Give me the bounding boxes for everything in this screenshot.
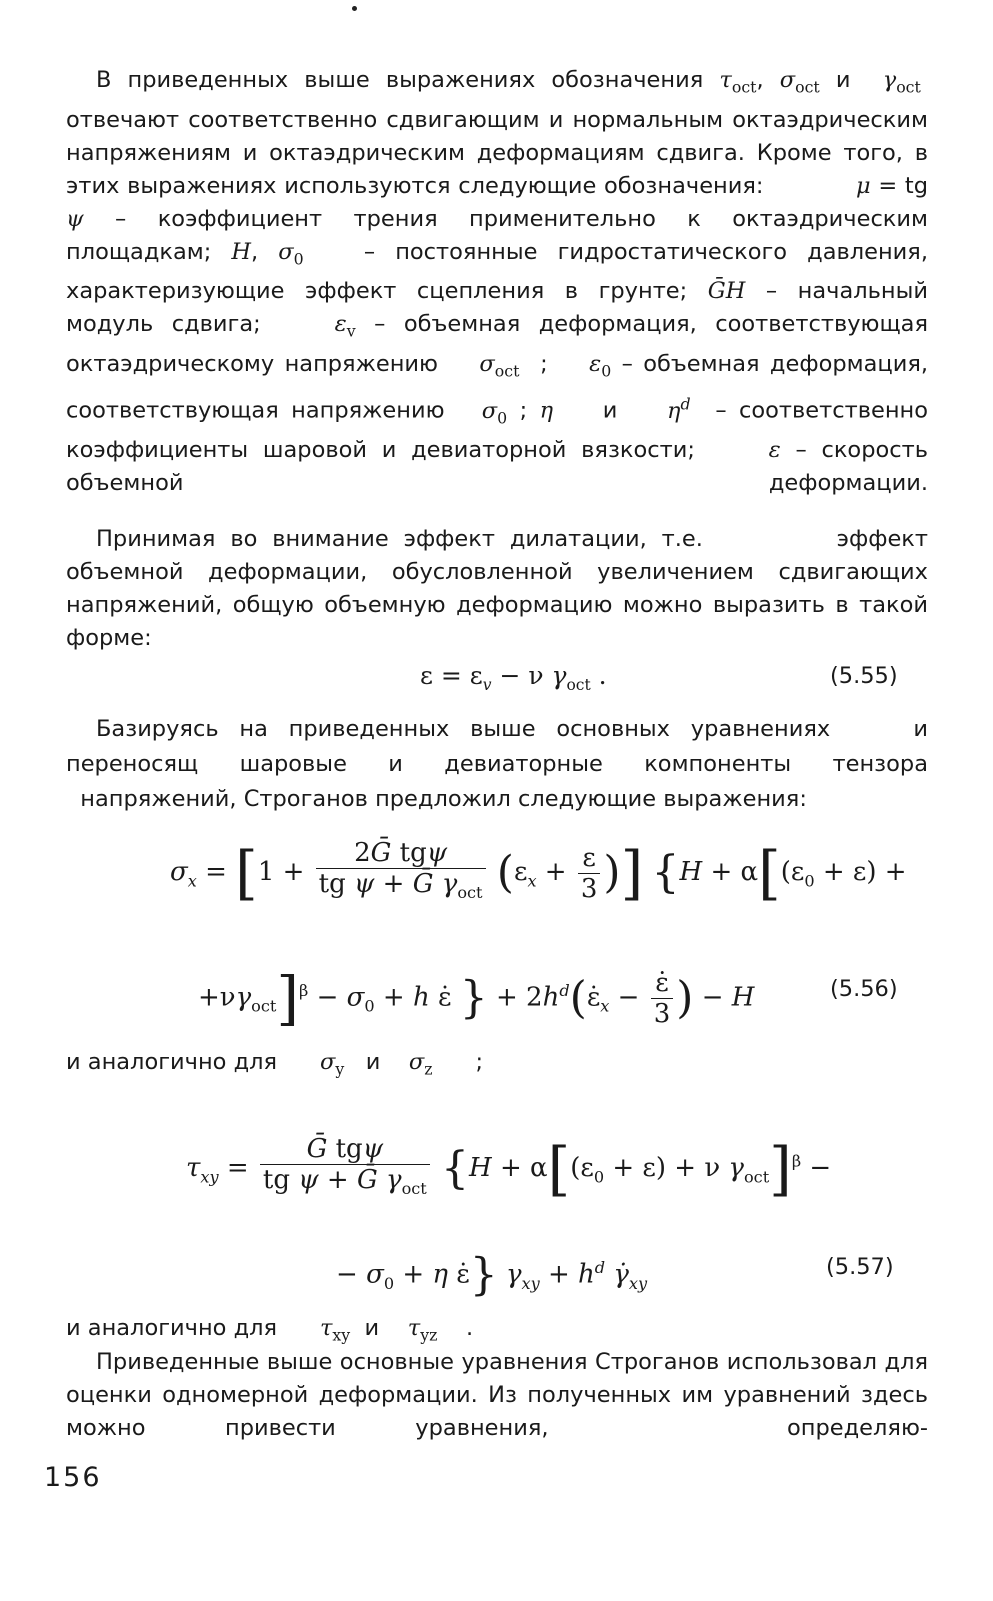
top-dot [352,6,357,11]
equation-5-55: $\varepsilon = \varepsilon_v - \nu$ $\gamma_{oct}$ . [420,661,607,694]
equation-number-5-57: (5.57) [826,1254,894,1280]
paragraph-6: Приведенные выше основные уравнения Строганов использовал для оценки одномерной деформации. Из полученных им уравнений здесь можно привести уравнения, определяю- [66,1349,928,1441]
fraction: $\frac{\text{Ḡ tgψ}}{tg \psi + Ḡ \gamma_{oct}}$ [260,1134,430,1204]
page-number: 156 [44,1462,102,1493]
paragraph-2: Принимая во внимание эффект дилатации, т.е. эффект объемной деформации, обусловленной увеличением сдвигающих напряжений, общую объемную деформацию можно выразить в такой форме: [66,526,928,651]
fraction: $\frac{\varepsiloṅ}{3}$ [651,968,674,1029]
paragraph-1: В приведенных выше выражениях обозначения $\tau_{oct}$, $\sigma_{oct}$ и $\gamma_{oct}$ отвечают соответственно сдвигающим и нормальным октаэдрическим напряжениям и октаэдрическим деформациям сдвига. Кроме того, в этих выражениях используются следующие обозначения: μ = tg ψ – коэффициент трения применительно к октаэдрическим площадкам; H, $\sigma_0$ – постоянные гидростатического давления, характеризующие эффект сцепления в грунте; ḠH – начальный модуль сдвига; $\varepsilon_v$ – объемная деформация, соответствующая октаэдрическому напряжению $\sigma_{oct}$ ; $\varepsilon_0$ – объемная деформация, соответствующая напряжению $\sigma_0$ ; η и $\eta^d$ – соответственно коэффициенты шаровой и девиаторной вязкости; ε – скорость объемной деформации. [66,67,929,496]
equation-number-5-55: (5.55) [830,663,898,689]
fraction: $\frac{\text{2Ḡ tgψ}}{tg \psi + Ḡ \gamma_{oct}}$ [316,838,486,908]
equation-5-57-line-1: $\tau_{xy}$ = $\frac{\text{Ḡ tgψ}}{tg \psi + Ḡ \gamma_{oct}}$ {$H + \alpha[(\varepsilon_0 + \varepsilon) + \nu$ $\gamma_{oct}]^\beta$ − [186,1134,832,1204]
paragraph-5: и аналогично для $\tau_{xy}$ и $\tau_{yz}$ . [66,1315,474,1345]
equation-5-56-line-1: $\sigma_x = [1$ + $\frac{\text{2Ḡ tgψ}}{tg \psi + Ḡ \gamma_{oct}}$ ($\varepsilon_x$ + $\frac{\varepsilon}{3}$ )] {$H + \alpha[(\varepsilon_0 + \varepsilon)$ + [170,838,907,908]
fraction: $\frac{\varepsilon}{3}$ [578,843,601,904]
equation-5-56-line-2: $+\nu\gamma_{oct}]^\beta - \sigma_0 + h$ ε̇ } + $2h^d(\varepsiloṅ_x$ − $\frac{\varepsiloṅ}{3}$ ) − H [198,964,755,1033]
equation-5-57-line-2: − $\sigma_0 + \eta$ ε̇} $\gamma_{xy} + h^d$ $\gammȧ_{xy}$ [336,1249,648,1301]
equation-number-5-56: (5.56) [830,976,898,1002]
paragraph-4: и аналогично для $\sigma_y$ и $\sigma_z$ ; [66,1049,484,1079]
paragraph-3: Базируясь на приведенных выше основных уравнениях и переносящ шаровые и девиаторные компоненты тензора напряжений, Строганов предложил следующие выражения: [66,716,928,812]
